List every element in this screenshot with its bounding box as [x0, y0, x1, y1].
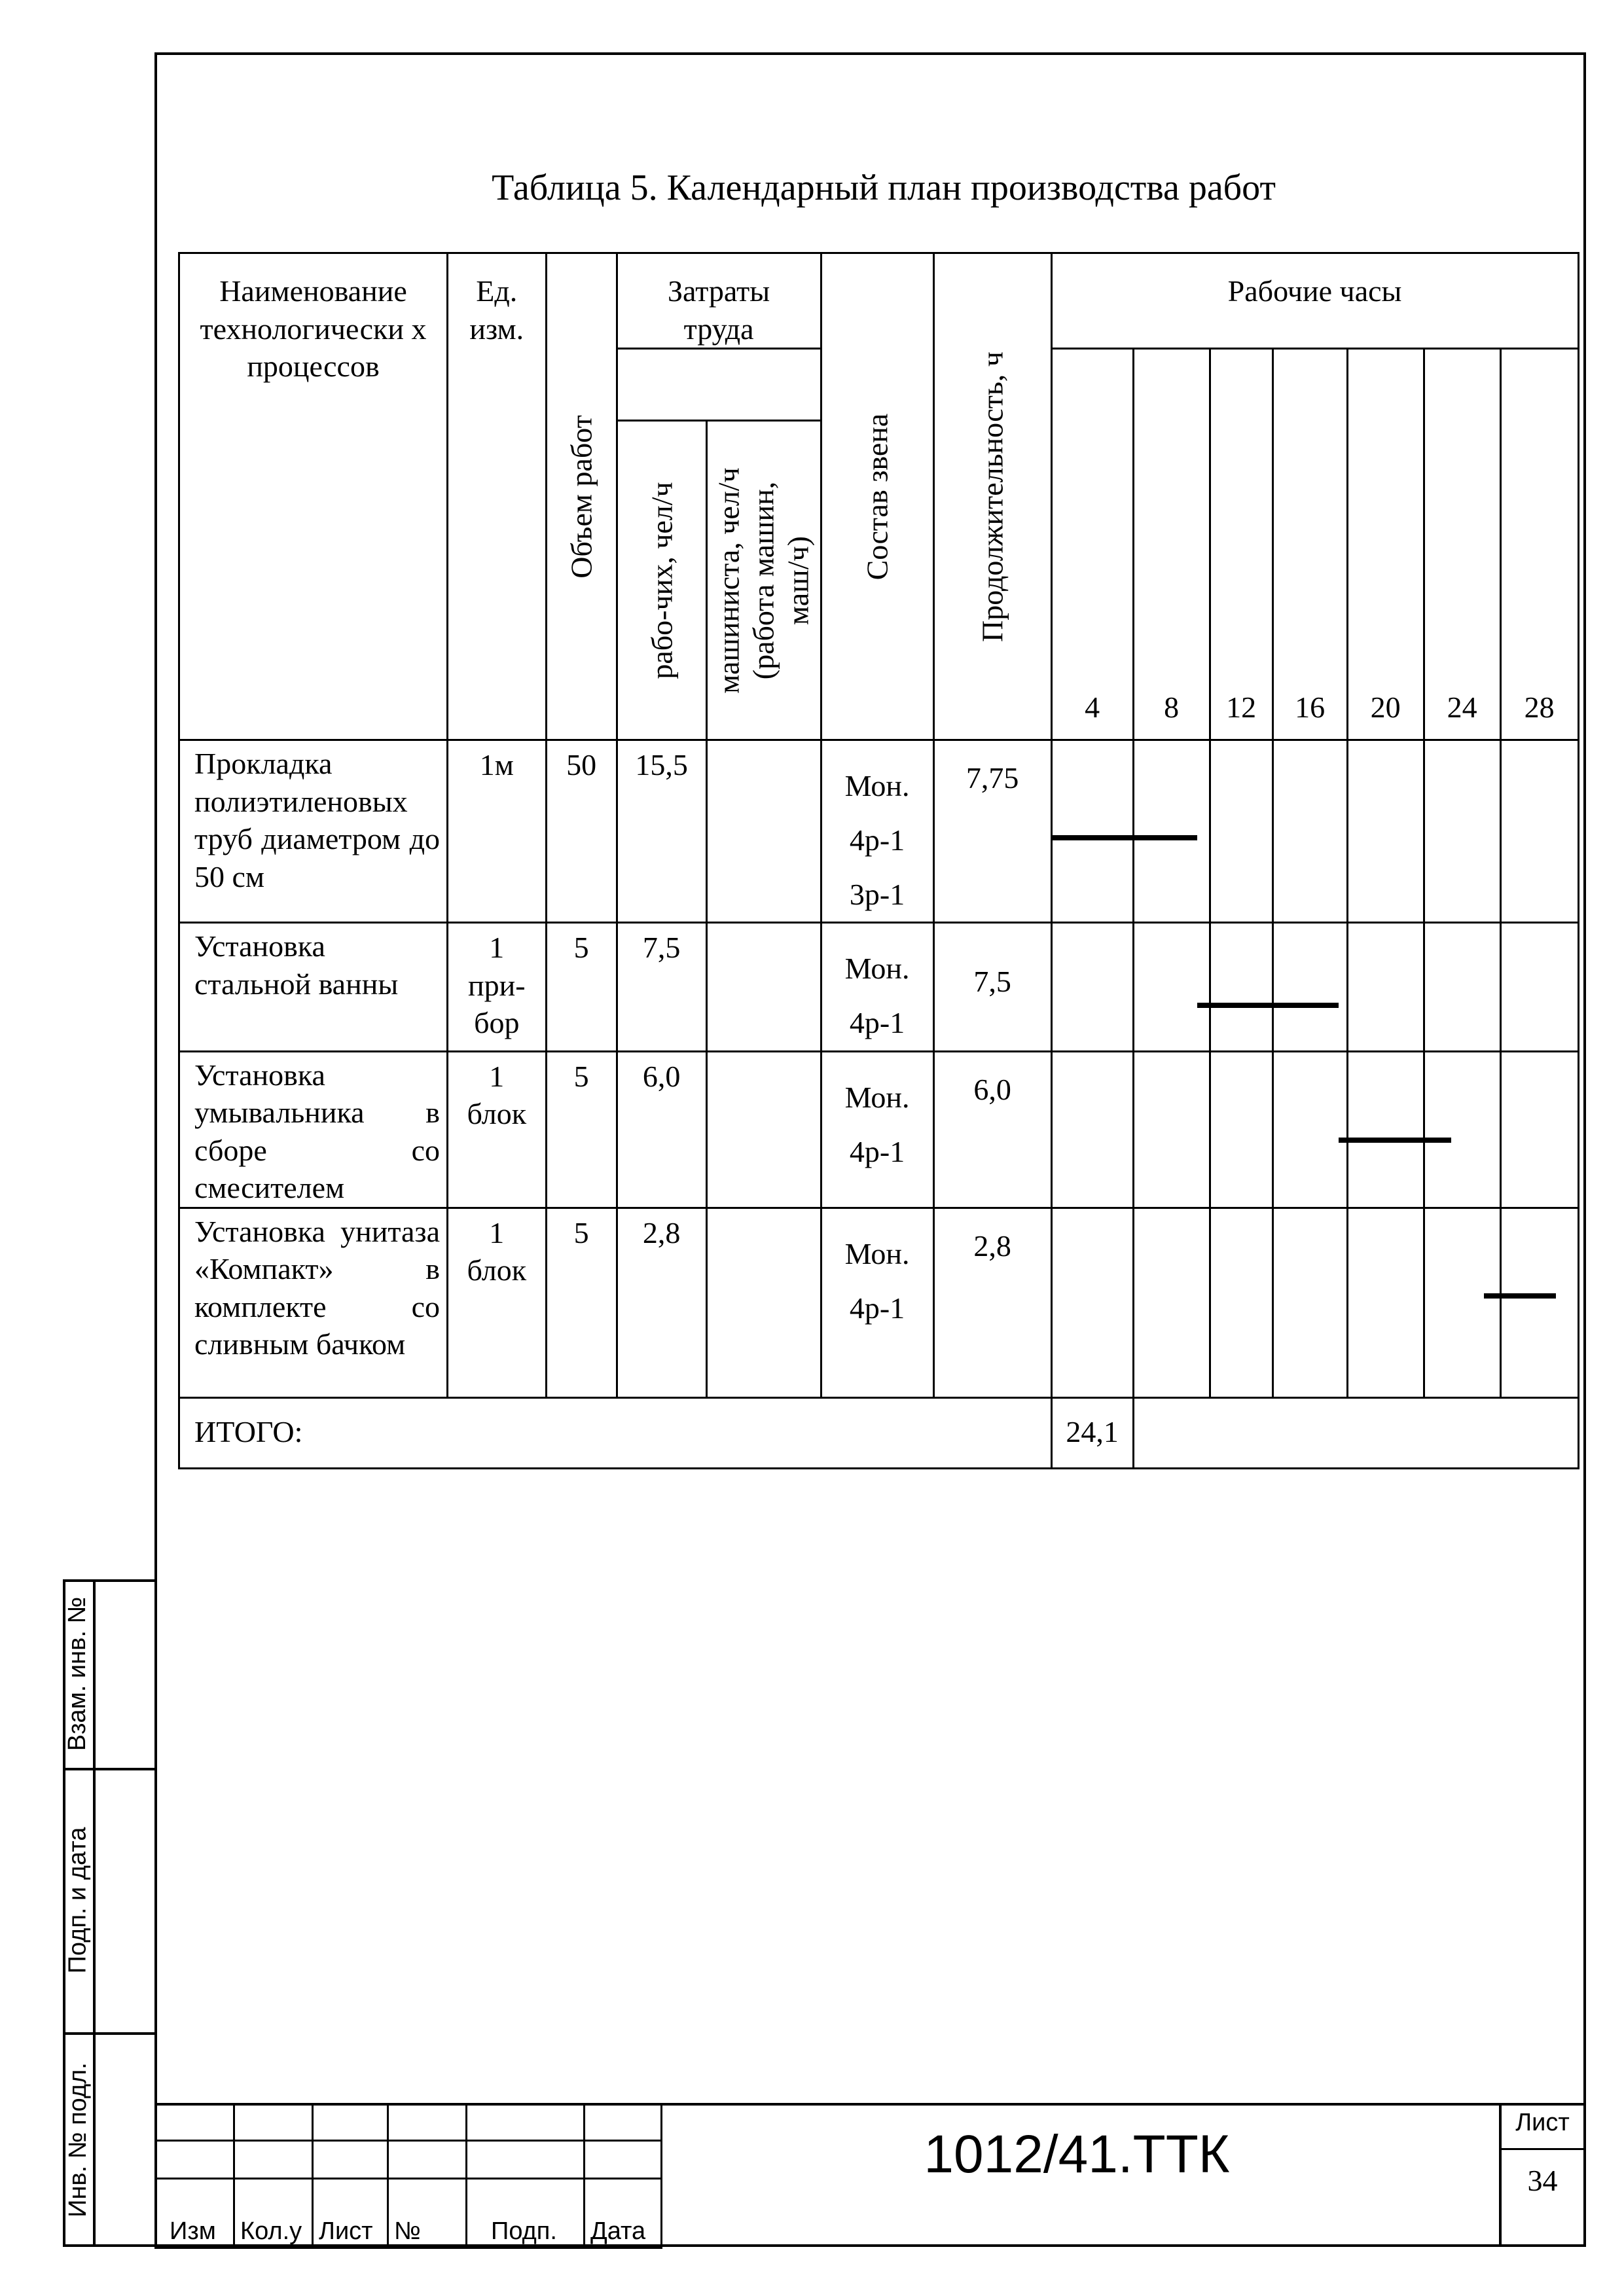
row-labor-workers: 2,8 [617, 1208, 706, 1397]
hour-tick: 4 [1051, 349, 1133, 740]
stamp-cell [388, 2141, 467, 2179]
brigade-line: Мон. [844, 1080, 910, 1114]
gantt-cell [1133, 740, 1210, 923]
side-label-sign-date [63, 1768, 93, 2032]
row-duration: 2,8 [933, 1208, 1051, 1397]
header-brigade [821, 253, 933, 740]
total-label: ИТОГО: [179, 1397, 1052, 1468]
stamp-cell [467, 2104, 585, 2141]
row-unit: 1 при-бор [448, 923, 547, 1052]
row-unit: 1 блок [448, 1208, 547, 1397]
brigade-line: Мон. [844, 1236, 910, 1270]
header-labor-spacer [617, 349, 821, 421]
header-labor-workers-text: рабо-чих, чел/ч [644, 481, 678, 679]
brigade-line: 4р-1 [849, 1134, 905, 1168]
stamp-label-date: Дата [585, 2179, 662, 2248]
row-labor-workers: 15,5 [617, 740, 706, 923]
stamp-label-change: Изм [156, 2179, 234, 2248]
header-brigade-text: Состав звена [860, 413, 894, 580]
row-unit: 1м [448, 740, 547, 923]
row-name: Установка унитаза «Компакт» в комплекте со сливным бачком [179, 1208, 448, 1397]
row-labor-machinist [706, 1208, 821, 1397]
gantt-cell [1210, 923, 1272, 1052]
row-brigade [821, 1208, 933, 1397]
row-volume: 5 [546, 923, 617, 1052]
stamp-cell [234, 2104, 313, 2141]
gantt-cell [1210, 740, 1272, 923]
side-label-inv-original [63, 2032, 93, 2247]
stamp-cell [313, 2141, 388, 2179]
header-hours: Рабочие часы [1051, 253, 1578, 349]
row-volume: 5 [546, 1208, 617, 1397]
header-labor-machinist-line2: (работа машин, [746, 481, 780, 679]
brigade-line: 4р-1 [849, 1291, 905, 1325]
header-duration-text: Продолжительность, ч [975, 351, 1009, 642]
row-duration: 7,5 [933, 923, 1051, 1052]
brigade-line: Мон. [844, 952, 910, 986]
stamp-cell [156, 2141, 234, 2179]
row-volume: 50 [546, 740, 617, 923]
brigade-line: 3р-1 [849, 877, 905, 911]
brigade-line: 4р-1 [849, 1006, 905, 1040]
row-name: Установка стальной ванны [179, 923, 448, 1052]
gantt-cell [1347, 740, 1424, 923]
gantt-cell [1210, 1208, 1272, 1397]
sheet-label: Лист [1515, 2109, 1570, 2136]
gantt-cell [1272, 923, 1347, 1052]
header-labor-workers [617, 421, 706, 740]
brigade-line: Мон. [844, 769, 910, 802]
gantt-cell [1133, 923, 1210, 1052]
gantt-cell [1051, 923, 1133, 1052]
stamp-cell [388, 2104, 467, 2141]
row-labor-machinist [706, 1051, 821, 1208]
header-labor-machinist-text [712, 467, 816, 693]
title-block-grid [154, 2103, 662, 2249]
stamp-cell [585, 2104, 662, 2141]
gantt-cell [1424, 1208, 1500, 1397]
header-volume-text: Объем работ [564, 414, 598, 579]
hour-tick: 28 [1500, 349, 1578, 740]
sheet-number: 34 [1527, 2164, 1558, 2197]
header-labor-machinist-line3: маш/ч) [781, 535, 815, 625]
hour-tick: 16 [1272, 349, 1347, 740]
gantt-bar [1339, 1138, 1452, 1143]
side-label-inv-original-text: Инв. № подл. [63, 2062, 92, 2217]
gantt-cell [1051, 1051, 1133, 1208]
row-duration: 7,75 [933, 740, 1051, 923]
hour-tick: 24 [1424, 349, 1500, 740]
header-volume [546, 253, 617, 740]
stamp-cell [156, 2104, 234, 2141]
gantt-cell [1133, 1208, 1210, 1397]
gantt-cell [1347, 923, 1424, 1052]
row-volume: 5 [546, 1051, 617, 1208]
side-label-inv-replace-text: Взам. инв. № [63, 1596, 92, 1751]
gantt-cell [1500, 1051, 1578, 1208]
gantt-cell [1424, 923, 1500, 1052]
header-unit: Ед. изм. [448, 253, 547, 740]
total-value: 24,1 [1051, 1397, 1133, 1468]
row-name: Установка умывальника в сборе со смесителем [179, 1051, 448, 1208]
row-name: Прокладка полиэтиленовых труб диаметром до 50 см [179, 740, 448, 923]
row-labor-machinist [706, 923, 821, 1052]
gantt-bar [1484, 1293, 1555, 1299]
gantt-cell [1272, 1208, 1347, 1397]
row-brigade [821, 1051, 933, 1208]
row-duration: 6,0 [933, 1051, 1051, 1208]
side-label-sign-date-text: Подп. и дата [63, 1827, 92, 1973]
gantt-cell [1424, 1051, 1500, 1208]
row-unit: 1 блок [448, 1051, 547, 1208]
stamp-cell [234, 2141, 313, 2179]
work-schedule-table [178, 252, 1579, 1469]
table-caption: Таблица 5. Календарный план производства работ [492, 168, 1276, 208]
gantt-cell [1500, 923, 1578, 1052]
stamp-cell [467, 2141, 585, 2179]
stamp-label-signature: Подп. [467, 2179, 585, 2248]
stamp-cell [585, 2141, 662, 2179]
side-label-inv-replace [63, 1579, 93, 1768]
gantt-cell [1347, 1051, 1424, 1208]
row-brigade [821, 740, 933, 923]
header-labor-machinist [706, 421, 821, 740]
hour-tick: 8 [1133, 349, 1210, 740]
row-labor-machinist [706, 740, 821, 923]
stamp-label-sheet: Лист [313, 2179, 388, 2248]
document-number: 1012/41.ТТК [924, 2125, 1230, 2184]
row-labor-workers: 7,5 [617, 923, 706, 1052]
header-name: Наименование технологически х процессов [179, 253, 448, 740]
header-duration [933, 253, 1051, 740]
header-labor-machinist-line1: машиниста, чел/ч [712, 467, 746, 694]
gantt-cell [1500, 740, 1578, 923]
hour-tick: 12 [1210, 349, 1272, 740]
stamp-label-count: Кол.у [234, 2179, 313, 2248]
gantt-cell [1133, 1051, 1210, 1208]
header-labor: Затраты труда [617, 253, 821, 349]
row-labor-workers: 6,0 [617, 1051, 706, 1208]
gantt-cell [1051, 740, 1133, 923]
row-brigade [821, 923, 933, 1052]
gantt-cell [1051, 1208, 1133, 1397]
gantt-cell [1210, 1051, 1272, 1208]
gantt-cell [1424, 740, 1500, 923]
total-gantt-blank [1133, 1397, 1578, 1468]
side-stamp-divider [93, 1579, 96, 2247]
gantt-cell [1272, 1051, 1347, 1208]
sheet-divider [1499, 2148, 1586, 2150]
gantt-bar [1197, 1003, 1339, 1008]
gantt-cell [1347, 1208, 1424, 1397]
stamp-label-number: № [388, 2179, 467, 2248]
brigade-line: 4р-1 [849, 823, 905, 857]
gantt-bar [1051, 835, 1197, 840]
gantt-cell [1272, 740, 1347, 923]
stamp-cell [313, 2104, 388, 2141]
gantt-cell [1500, 1208, 1578, 1397]
hour-tick: 20 [1347, 349, 1424, 740]
title-block-topline [154, 2103, 1586, 2106]
